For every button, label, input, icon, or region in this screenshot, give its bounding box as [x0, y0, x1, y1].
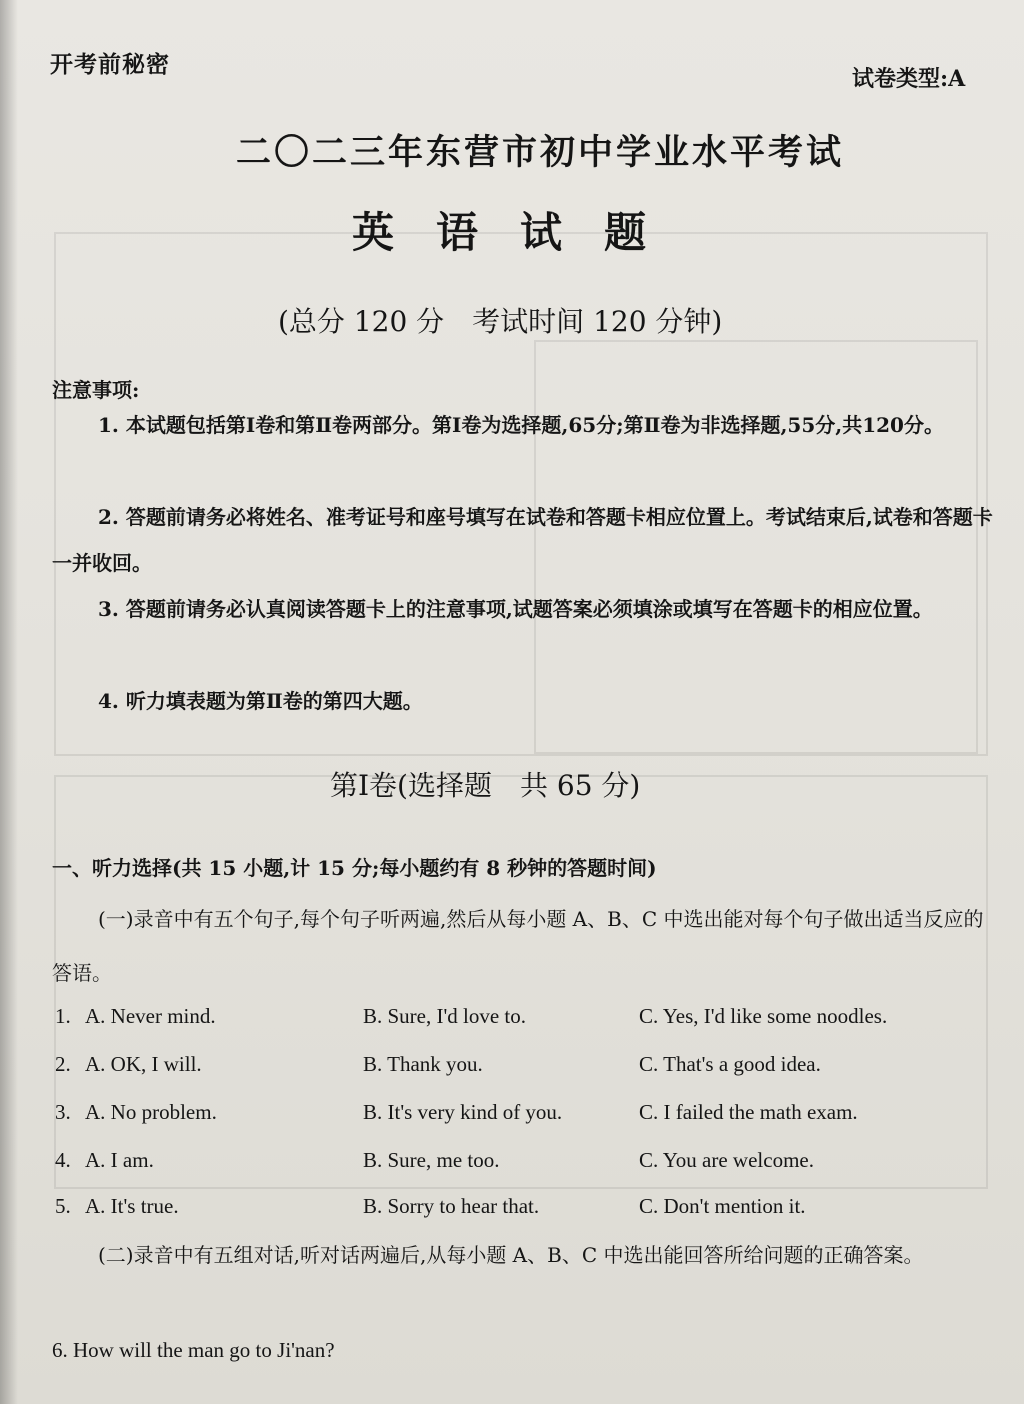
question-number: 4. [55, 1148, 71, 1172]
scan-edge-shadow [0, 0, 18, 1404]
question-number: 2. [55, 1052, 71, 1076]
question-number: 5. [55, 1194, 71, 1218]
note-item: 3. 答题前请务必认真阅读答题卡上的注意事项,试题答案必须填涂或填写在答题卡的相应位置。 [98, 597, 933, 621]
question-number: 3. [55, 1100, 71, 1124]
option-a: A. No problem. [85, 1100, 217, 1124]
score-time: (总分 120 分 考试时间 120 分钟) [278, 305, 723, 338]
option-a: A. Never mind. [85, 1004, 216, 1028]
option-b: B. Thank you. [363, 1052, 483, 1076]
question-partial: 6. How will the man go to Ji'nan? [52, 1338, 335, 1362]
option-b: B. Sure, I'd love to. [363, 1004, 527, 1028]
subject-title: 英语试题 [352, 208, 689, 257]
note-item: 1. 本试题包括第Ⅰ卷和第Ⅱ卷两部分。第Ⅰ卷为选择题,65分;第Ⅱ卷为非选择题,55分,共120分。 [98, 413, 944, 437]
sub-section-2-instruction: (二)录音中有五组对话,听对话两遍后,从每小题 A、B、C 中选出能回答所给问题的正确答案。 [98, 1243, 924, 1267]
option-a: A. I am. [85, 1148, 154, 1172]
paper-type-label: 试卷类型:A [852, 66, 966, 92]
part-one-title: 第Ⅰ卷(选择题 共 65 分) [330, 769, 641, 802]
option-b: B. Sure, me too. [363, 1148, 500, 1172]
exam-title: 二〇二三年东营市初中学业水平考试 [236, 132, 845, 173]
question-number: 1. [55, 1004, 71, 1028]
notes-heading: 注意事项: [52, 378, 140, 402]
option-c: C. Yes, I'd like some noodles. [639, 1004, 888, 1028]
option-b: B. Sorry to hear that. [363, 1194, 540, 1218]
option-c: C. That's a good idea. [639, 1052, 821, 1076]
option-b: B. It's very kind of you. [363, 1100, 563, 1124]
option-a: A. It's true. [85, 1194, 179, 1218]
option-c: C. I failed the math exam. [639, 1100, 858, 1124]
option-c: C. Don't mention it. [639, 1194, 806, 1218]
listening-section-heading: 一、听力选择(共 15 小题,计 15 分;每小题约有 8 秒钟的答题时间) [52, 856, 657, 880]
option-c: C. You are welcome. [639, 1148, 814, 1172]
secret-label: 开考前秘密 [50, 51, 170, 78]
note-item: 4. 听力填表题为第Ⅱ卷的第四大题。 [98, 689, 423, 713]
note-item: 2. 答题前请务必将姓名、准考证号和座号填写在试卷和答题卡相应位置上。考试结束后,试卷和答题卡一并收回。 [52, 505, 993, 575]
option-a: A. OK, I will. [85, 1052, 202, 1076]
sub-section-1-instruction: (一)录音中有五个句子,每个句子听两遍,然后从每小题 A、B、C 中选出能对每个句子做出适当反应的答语。 [52, 907, 984, 985]
